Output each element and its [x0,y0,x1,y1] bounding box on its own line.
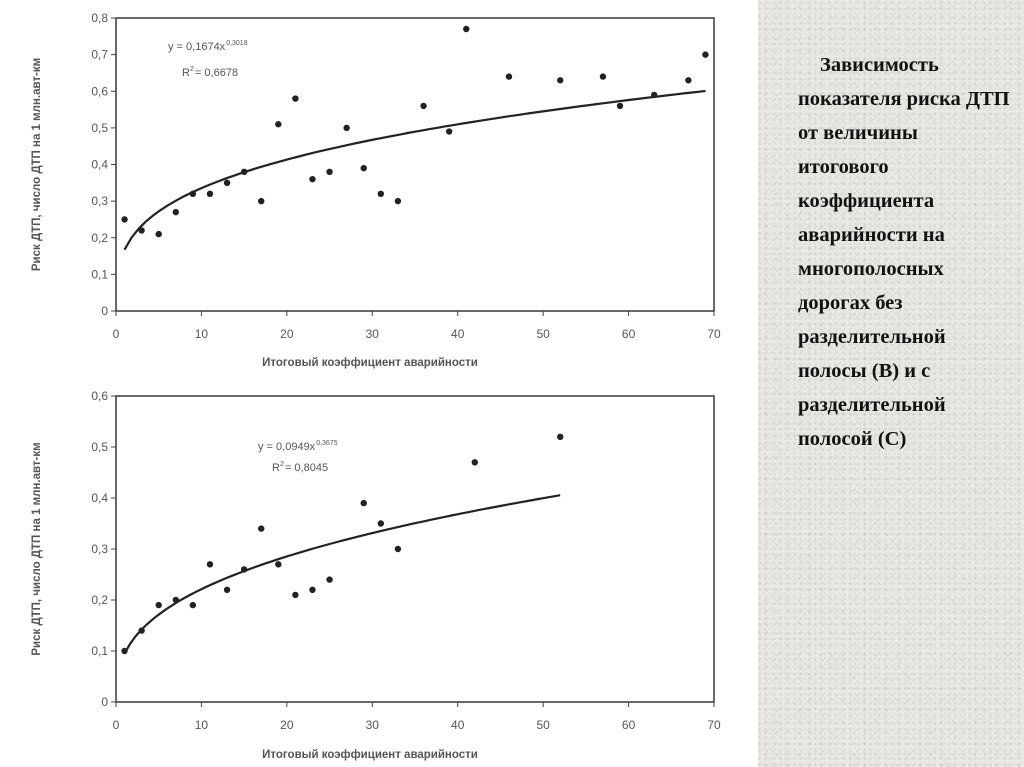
y-tick-label: 0,7 [91,47,108,62]
data-point [651,92,657,98]
y-tick-label: 0,1 [91,644,108,658]
data-point [472,459,478,465]
y-tick-label: 0,4 [91,157,108,172]
y-tick-label: 0,3 [91,542,108,556]
x-tick-label: 0 [112,327,120,341]
data-point [309,587,315,593]
data-point [224,587,230,593]
data-point [557,77,563,83]
data-point [600,73,606,79]
y-tick-label: 0,5 [91,440,108,454]
r-squared-symbol: R [272,462,280,474]
data-point [395,198,401,204]
data-point [156,231,162,237]
data-point [138,627,144,633]
data-point [241,566,247,572]
data-point [156,602,162,608]
y-tick-label: 0,8 [91,11,108,25]
trend-equation: y = 0,0949x [258,441,316,453]
y-tick-label: 0,4 [91,491,108,505]
data-point [207,191,213,197]
y-axis-label: Риск ДТП, число ДТП на 1 млн.авт-км [31,57,43,272]
y-tick-label: 0 [101,304,108,318]
data-point [361,500,367,506]
data-point [506,73,512,79]
x-tick-label: 60 [621,327,636,341]
y-tick-label: 0,2 [91,593,108,607]
x-axis-label: Итоговый коэффициент аварийности [262,749,478,761]
x-tick-label: 30 [365,718,379,732]
data-point [557,434,563,440]
x-tick-label: 20 [280,327,294,341]
chart-2 [31,389,721,761]
data-point [326,169,332,175]
trend-equation: y = 0,1674x [168,41,226,53]
y-tick-label: 0,2 [91,230,108,245]
y-tick-label: 0,6 [91,84,108,99]
data-point [702,51,708,57]
plot-frame [116,396,714,702]
r-squared-value: = 0,8045 [284,462,329,474]
r-squared-symbol: R [182,67,190,79]
x-tick-label: 50 [536,718,550,732]
x-tick-label: 50 [536,327,550,341]
data-point [446,128,452,134]
y-tick-label: 0,1 [91,267,108,282]
data-point [309,176,315,182]
data-point [258,525,264,531]
x-axis-label: Итоговый коэффициент аварийности [262,357,478,369]
data-point [326,576,332,582]
x-tick-label: 30 [365,327,379,341]
data-point [292,592,298,598]
data-point [138,227,144,233]
data-point [463,26,469,32]
slide-caption: Зависимость показателя риска ДТП от величины итогового коэффициента аварийности на многополосных дорогах без разделительной полосы (В) и с разделительной полосой (С) [798,54,1010,450]
data-point [173,209,179,215]
y-tick-label: 0,6 [91,389,108,403]
x-tick-label: 60 [621,718,636,732]
y-axis-label: Риск ДТП, число ДТП на 1 млн.авт-км [31,442,43,656]
x-tick-label: 20 [280,718,294,732]
x-tick-label: 10 [194,327,209,341]
x-tick-label: 70 [707,327,721,341]
trend-equation-exponent: 0,3675 [316,440,338,447]
data-point [190,602,196,608]
y-tick-label: 0 [101,695,108,709]
trend-equation-exponent: 0,3018 [226,40,248,47]
chart-1 [31,11,721,369]
x-tick-label: 40 [451,327,465,341]
y-tick-label: 0,3 [91,194,108,209]
r-squared-superscript: 2 [279,461,284,468]
trend-line [125,495,561,653]
data-point [258,198,264,204]
x-tick-label: 0 [112,718,120,732]
x-tick-label: 40 [451,718,465,732]
data-point [292,95,298,101]
data-point [685,77,691,83]
x-tick-label: 70 [707,718,721,732]
data-point [343,125,349,131]
data-point [121,216,127,222]
data-point [420,103,426,109]
data-point [173,597,179,603]
data-point [378,191,384,197]
data-point [224,180,230,186]
trend-line [125,91,706,250]
data-point [190,191,196,197]
data-point [275,561,281,567]
y-tick-label: 0,5 [91,120,108,135]
data-point [275,121,281,127]
plot-frame [116,18,714,311]
r-squared-value: = 0,6678 [194,67,239,79]
data-point [121,648,127,654]
r-squared-superscript: 2 [189,66,194,73]
data-point [241,169,247,175]
data-point [361,165,367,171]
data-point [207,561,213,567]
data-point [378,520,384,526]
data-point [395,546,401,552]
data-point [617,103,623,109]
x-tick-label: 10 [194,718,209,732]
